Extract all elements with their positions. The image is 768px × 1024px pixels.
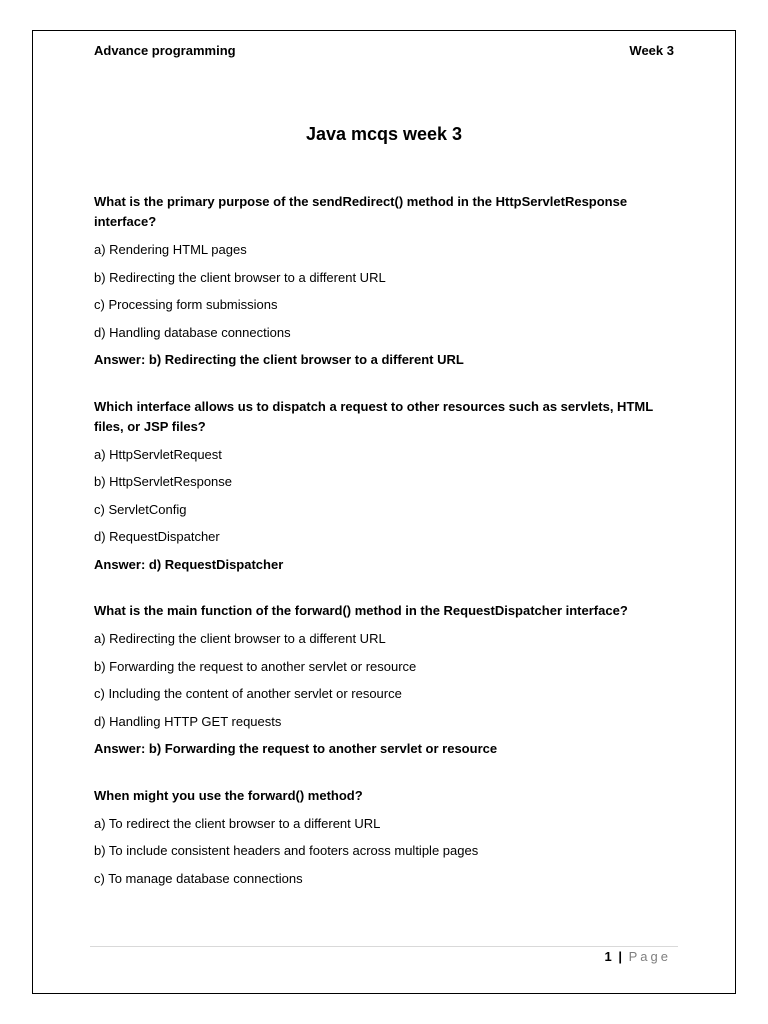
question-text: What is the main function of the forward() method in the RequestDispatcher interface? xyxy=(94,603,628,618)
option-c: c) Processing form submissions xyxy=(94,297,278,312)
option-b: b) Forwarding the request to another servlet or resource xyxy=(94,658,417,674)
page-footer xyxy=(605,949,672,964)
footer-divider xyxy=(90,946,678,947)
question-block xyxy=(94,601,679,759)
option-b: b) HttpServletResponse xyxy=(94,474,233,489)
question-text: What is the primary purpose of the sendRedirect() method in the HttpServletResponse interface? xyxy=(94,194,628,229)
answer-text: Answer: d) RequestDispatcher xyxy=(94,556,284,572)
option-a: a) Rendering HTML pages xyxy=(94,242,247,257)
option-b: b) Redirecting the client browser to a different URL xyxy=(94,269,386,285)
question-text: Which interface allows us to dispatch a request to other resources such as servlets, HTML files, or JSP files? xyxy=(94,398,653,434)
page-title: Java mcqs week 3 xyxy=(305,124,463,144)
question-block xyxy=(94,786,679,889)
option-a: a) To redirect the client browser to a different URL xyxy=(94,815,381,831)
option-c: c) Including the content of another servlet or resource xyxy=(94,686,402,701)
option-d: d) Handling HTTP GET requests xyxy=(94,713,282,729)
option-d: d) RequestDispatcher xyxy=(94,529,220,544)
header-week: Week 3 xyxy=(629,43,674,58)
footer-separator: | xyxy=(618,949,622,964)
page-header xyxy=(94,43,674,58)
document-page xyxy=(32,30,736,994)
question-text: When might you use the forward() method? xyxy=(94,787,363,803)
header-course: Advance programming xyxy=(94,43,236,58)
option-d: d) Handling database connections xyxy=(94,324,291,340)
question-block xyxy=(94,192,679,370)
page-number: 1 xyxy=(604,949,612,964)
page-label: Page xyxy=(628,949,671,964)
option-c: c) To manage database connections xyxy=(94,870,303,886)
option-c: c) ServletConfig xyxy=(94,501,187,517)
question-block xyxy=(94,397,679,575)
option-a: a) Redirecting the client browser to a different URL xyxy=(94,631,386,646)
option-b: b) To include consistent headers and footers across multiple pages xyxy=(94,843,479,858)
questions-list xyxy=(94,192,679,915)
answer-text: Answer: b) Redirecting the client browser to a different URL xyxy=(94,352,464,367)
answer-text: Answer: b) Forwarding the request to another servlet or resource xyxy=(94,741,498,756)
option-a: a) HttpServletRequest xyxy=(94,446,222,462)
